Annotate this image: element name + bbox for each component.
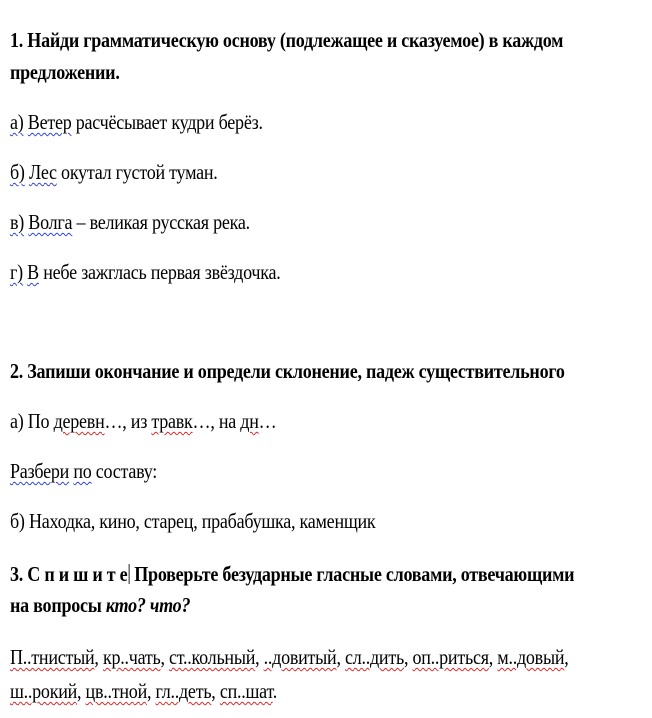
word: оп..риться <box>412 645 489 669</box>
item-subject: Лес <box>28 160 57 184</box>
heading2-prefix: на вопросы <box>10 593 106 617</box>
sep: …, на <box>192 409 241 433</box>
sep: , <box>488 645 498 669</box>
heading2-questions: кто? что? <box>105 593 191 617</box>
parse-rest: составу: <box>91 459 158 483</box>
task2-heading: 2. Запиши окончание и определи склонение, падеж существительного <box>10 359 565 383</box>
word-derevn: деревн <box>53 409 105 433</box>
word-po: по <box>73 459 92 483</box>
item-rest: – великая русская река. <box>72 210 250 234</box>
word: кр..чать <box>102 645 161 669</box>
sep: , <box>564 645 569 669</box>
word: цв..тной <box>85 679 147 703</box>
item-prefix: г) <box>10 260 23 284</box>
task1-heading-line1: 1. Найди грамматическую основу (подлежащее и сказуемое) в каждом <box>10 28 564 52</box>
word: ст..кольный <box>169 645 256 669</box>
word: сп..шат <box>219 679 273 703</box>
task3-words-line1 <box>10 645 568 670</box>
task1-item-b <box>10 160 218 185</box>
word: гл..деть <box>155 679 212 703</box>
task3-heading-line1 <box>10 562 574 587</box>
item-rest: окутал густой туман. <box>56 160 218 184</box>
sep: …, из <box>104 409 152 433</box>
sep: , <box>255 645 264 669</box>
heading-rest: Проверьте безударные гласные словами, отвечающими <box>129 562 575 586</box>
task1-item-c <box>10 210 250 235</box>
task1-item-d <box>10 260 280 285</box>
word: ш..рокий <box>10 679 78 703</box>
sep: , <box>160 645 170 669</box>
task3-words-line2 <box>10 679 277 704</box>
task1-item-a <box>10 110 263 135</box>
task3-heading-line2 <box>10 593 190 618</box>
sep: , <box>146 679 156 703</box>
item-rest: расчёсывает кудри берёз. <box>71 110 263 134</box>
line-a-prefix: а) По <box>10 409 54 433</box>
sep: , <box>403 645 413 669</box>
item-prefix: б) <box>10 160 25 184</box>
word-travk: травк <box>151 409 193 433</box>
sep: , <box>94 645 103 669</box>
sep: , <box>77 679 86 703</box>
word: П..тнистый <box>10 645 95 669</box>
word: м..довый <box>497 645 565 669</box>
item-subject: Ветер <box>27 110 72 134</box>
task2-line-b: б) Находка, кино, старец, прабабушка, каменщик <box>10 509 376 533</box>
item-prefix: в) <box>10 210 25 234</box>
item-prefix: а) <box>10 110 24 134</box>
word-razberi: Разбери <box>10 459 70 483</box>
sep: … <box>258 409 277 433</box>
word: сл..дить <box>344 645 404 669</box>
word: ..довитый <box>263 645 337 669</box>
task1-heading-line2: предложении. <box>10 60 120 84</box>
sep: , <box>211 679 220 703</box>
item-rest: небе зажглась первая звёздочка. <box>38 260 281 284</box>
sep: . <box>272 679 277 703</box>
item-subject: В <box>27 260 39 284</box>
spishite: 3. С п и ш и т е <box>10 562 128 586</box>
task2-line-a <box>10 409 276 434</box>
task2-parse-line <box>10 459 157 484</box>
item-subject: Волга <box>28 210 73 234</box>
sep: , <box>336 645 345 669</box>
word-dn: дн <box>240 409 259 433</box>
